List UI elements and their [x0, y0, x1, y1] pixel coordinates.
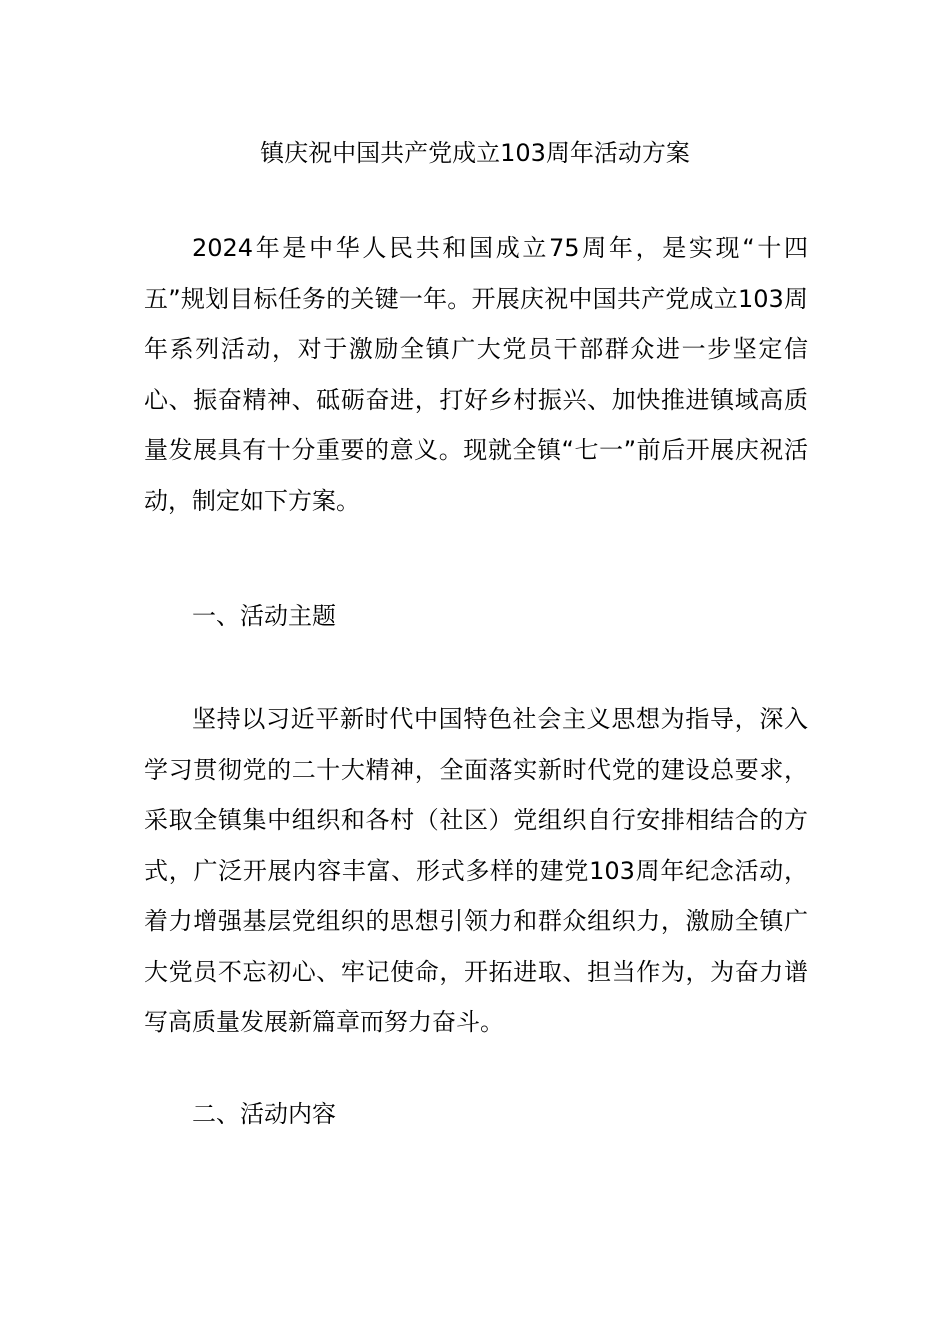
theme-paragraph: 坚持以习近平新时代中国特色社会主义思想为指导，深入学习贯彻党的二十大精神，全面落实新时代党的建设总要求，采取全镇集中组织和各村（社区）党组织自行安排相结合的方式，广泛开展内容丰富、形式多样的建党103周年纪念活动，着力增强基层党组织的思想引领力和群众组织力，激励全镇广大党员不忘初心、牢记使命，开拓进取、担当作为，为奋力谱写高质量发展新篇章而努力奋斗。: [144, 705, 808, 1036]
section-heading-content: 二、活动内容: [192, 1100, 336, 1128]
intro-paragraph: 2024年是中华人民共和国成立75周年，是实现“十四五”规划目标任务的关键一年。开展庆祝中国共产党成立103周年系列活动，对于激励全镇广大党员干部群众进一步坚定信心、振奋精神、砥砺奋进，打好乡村振兴、加快推进镇域高质量发展具有十分重要的意义。现就全镇“七一”前后开展庆祝活动，制定如下方案。: [144, 234, 808, 515]
section-heading-theme: 一、活动主题: [192, 602, 336, 630]
document-title: 镇庆祝中国共产党成立103周年活动方案: [260, 139, 690, 167]
